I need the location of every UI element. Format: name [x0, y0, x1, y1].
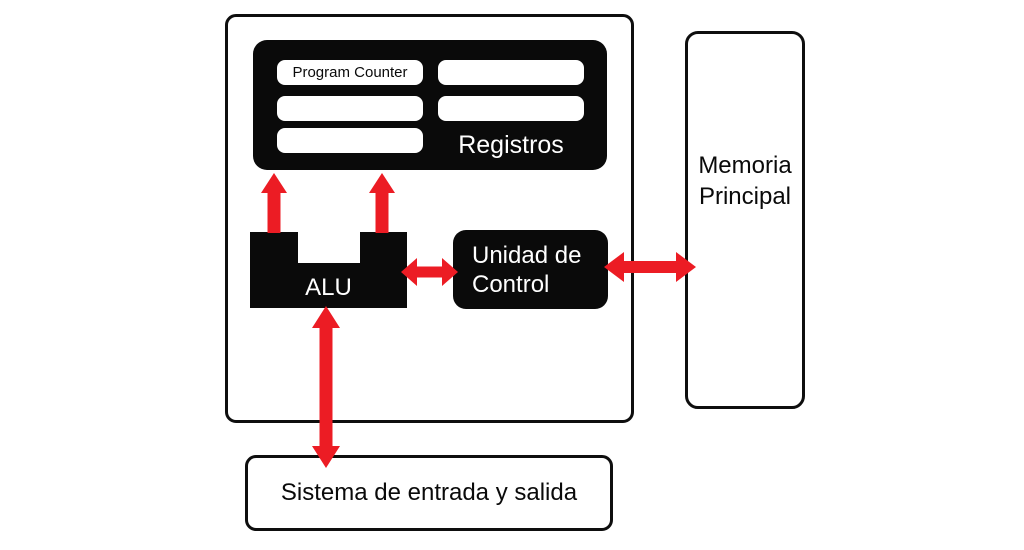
- main-memory-block: [685, 31, 805, 409]
- arrow-bidirectional-control-unit-memory-icon: [604, 252, 696, 282]
- control-unit-label: Unidad de Control: [472, 242, 582, 298]
- register-slot: [438, 60, 584, 85]
- register-slot: [438, 96, 584, 121]
- register-slot: [277, 128, 423, 153]
- registers-block: [253, 40, 607, 170]
- alu-block: [250, 232, 407, 308]
- main-memory-label: Memoria Principal: [698, 152, 792, 210]
- arrow-bidirectional-alu-io-icon: [312, 306, 340, 468]
- arrow-up-alu-to-registers-right-icon: [369, 173, 395, 233]
- io-system-label: Sistema de entrada y salida: [280, 479, 578, 506]
- io-system-block: [245, 455, 613, 531]
- arrow-bidirectional-alu-control-unit-icon: [401, 258, 458, 286]
- control-unit-block: [453, 230, 608, 309]
- alu-label: ALU: [305, 274, 352, 301]
- register-slot-program-counter: Program Counter: [277, 60, 423, 85]
- alu-notch: [298, 232, 360, 263]
- arrow-up-alu-to-registers-left-icon: [261, 173, 287, 233]
- register-slot: [277, 96, 423, 121]
- registers-label: Registros: [458, 130, 564, 159]
